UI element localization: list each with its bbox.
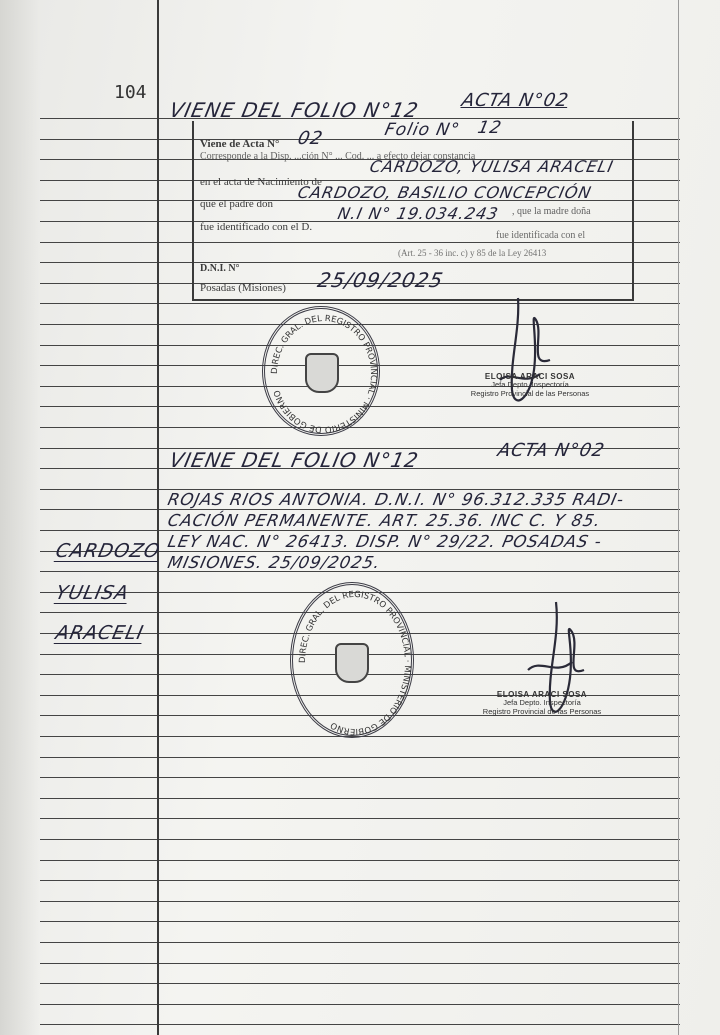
ruled-line (40, 963, 680, 964)
signature-block-1 (450, 372, 610, 398)
page-shadow (0, 0, 40, 1035)
official-seal-2 (290, 582, 414, 738)
signer-office: Registro Provincial de las Personas (470, 388, 590, 398)
ruled-line (40, 921, 680, 922)
ruled-line (40, 983, 680, 984)
stamp-line6: fue identificada con el (496, 230, 586, 241)
margin-note-surname: CARDOZO (53, 540, 163, 562)
signature-2 (520, 598, 590, 748)
ruled-line (40, 1024, 680, 1025)
ruled-line (40, 1004, 680, 1005)
ruled-line (40, 777, 680, 778)
stamp-line2: Corresponde a la Disp. ...ción N° ... Cod. ... a efecto dejar constancia (200, 151, 476, 162)
stamp-father-id: N.I N° 19.034.243 (335, 204, 501, 223)
stamp-child-name: CARDOZO, YULISA ARACELI (367, 157, 616, 176)
signature-block-2 (462, 690, 622, 716)
ruled-line (40, 530, 680, 531)
entry2-text-line: CACIÓN PERMANENTE. ART. 25.36. INC C. Y 85. (165, 511, 603, 530)
signer-title: Jefa Depto. Inspectoría (503, 698, 581, 708)
signer-name: ELOISA ARACI SOSA (484, 372, 576, 381)
signer-office: Registro Provincial de las Personas (482, 706, 602, 716)
seal-ring-text: DIREC. GRAL. DEL REGISTRO PROVINCIAL · MINISTERIO DE GOBIERNO (297, 589, 413, 737)
signer-title: Jefa Depto. Inspectoría (491, 380, 569, 390)
margin-rule (157, 0, 159, 1035)
entry2-text-line: LEY NAC. N° 26413. DISP. N° 29/22. POSADAS - (165, 532, 604, 551)
ruled-line (40, 509, 680, 510)
ruled-line (40, 798, 680, 799)
signature-1 (490, 290, 560, 440)
stamp-line5-print: fue identificado con el D. (200, 221, 313, 233)
stamp-line7: D.N.I. N° (200, 263, 240, 274)
stamp-folio-label: Folio N° (382, 120, 462, 140)
official-seal-1 (262, 306, 380, 436)
margin-note-first-name: YULISA (53, 582, 132, 604)
entry1-header-right: ACTA N°02 (459, 90, 571, 111)
stamp-father-name: CARDOZO, BASILIO CONCEPCIÓN (295, 183, 594, 202)
entry2-text-line: MISIONES. 25/09/2025. (165, 553, 383, 572)
stamp-line7-tail: (Art. 25 - 36 inc. c) y 85 de la Ley 26413 (398, 248, 547, 258)
ruled-line (40, 860, 680, 861)
seal-ring-text: DIREC. GRAL. DEL REGISTRO PROVINCIAL · MINISTERIO DE GOBIERNO (269, 313, 379, 435)
stamp-line3-print: en el acta de Nacimiento de (200, 176, 322, 188)
ruled-line (40, 757, 680, 758)
stamp-line4-print: que el padre don (200, 198, 273, 210)
entry2-text-line: ROJAS RIOS ANTONIA. D.N.I. N° 96.312.335 RADI- (165, 490, 627, 509)
signer-name: ELOISA ARACI SOSA (496, 690, 588, 699)
stamp-viene-value: 02 (295, 128, 326, 149)
stamp-viene-label: Viene de Acta N° (200, 138, 280, 150)
stamp-line5-tail: , que la madre doña (512, 206, 591, 217)
entry2-header-right: ACTA N°02 (495, 440, 607, 461)
stamp-date: 25/09/2025 (315, 268, 446, 292)
ruled-line (40, 880, 680, 881)
ruled-line (40, 839, 680, 840)
ruled-line (40, 818, 680, 819)
entry2-header-left: VIENE DEL FOLIO N°12 (167, 448, 422, 472)
right-rule (678, 0, 679, 1035)
page-number: 104 (114, 82, 147, 103)
entry1-header-left: VIENE DEL FOLIO N°12 (167, 98, 422, 122)
stamp-place: Posadas (Misiones) (200, 282, 286, 294)
ruled-line (40, 942, 680, 943)
stamp-folio-value: 12 (475, 118, 504, 138)
ruled-line (40, 901, 680, 902)
ruled-line (40, 303, 680, 304)
margin-note-second-name: ARACELI (53, 622, 147, 644)
